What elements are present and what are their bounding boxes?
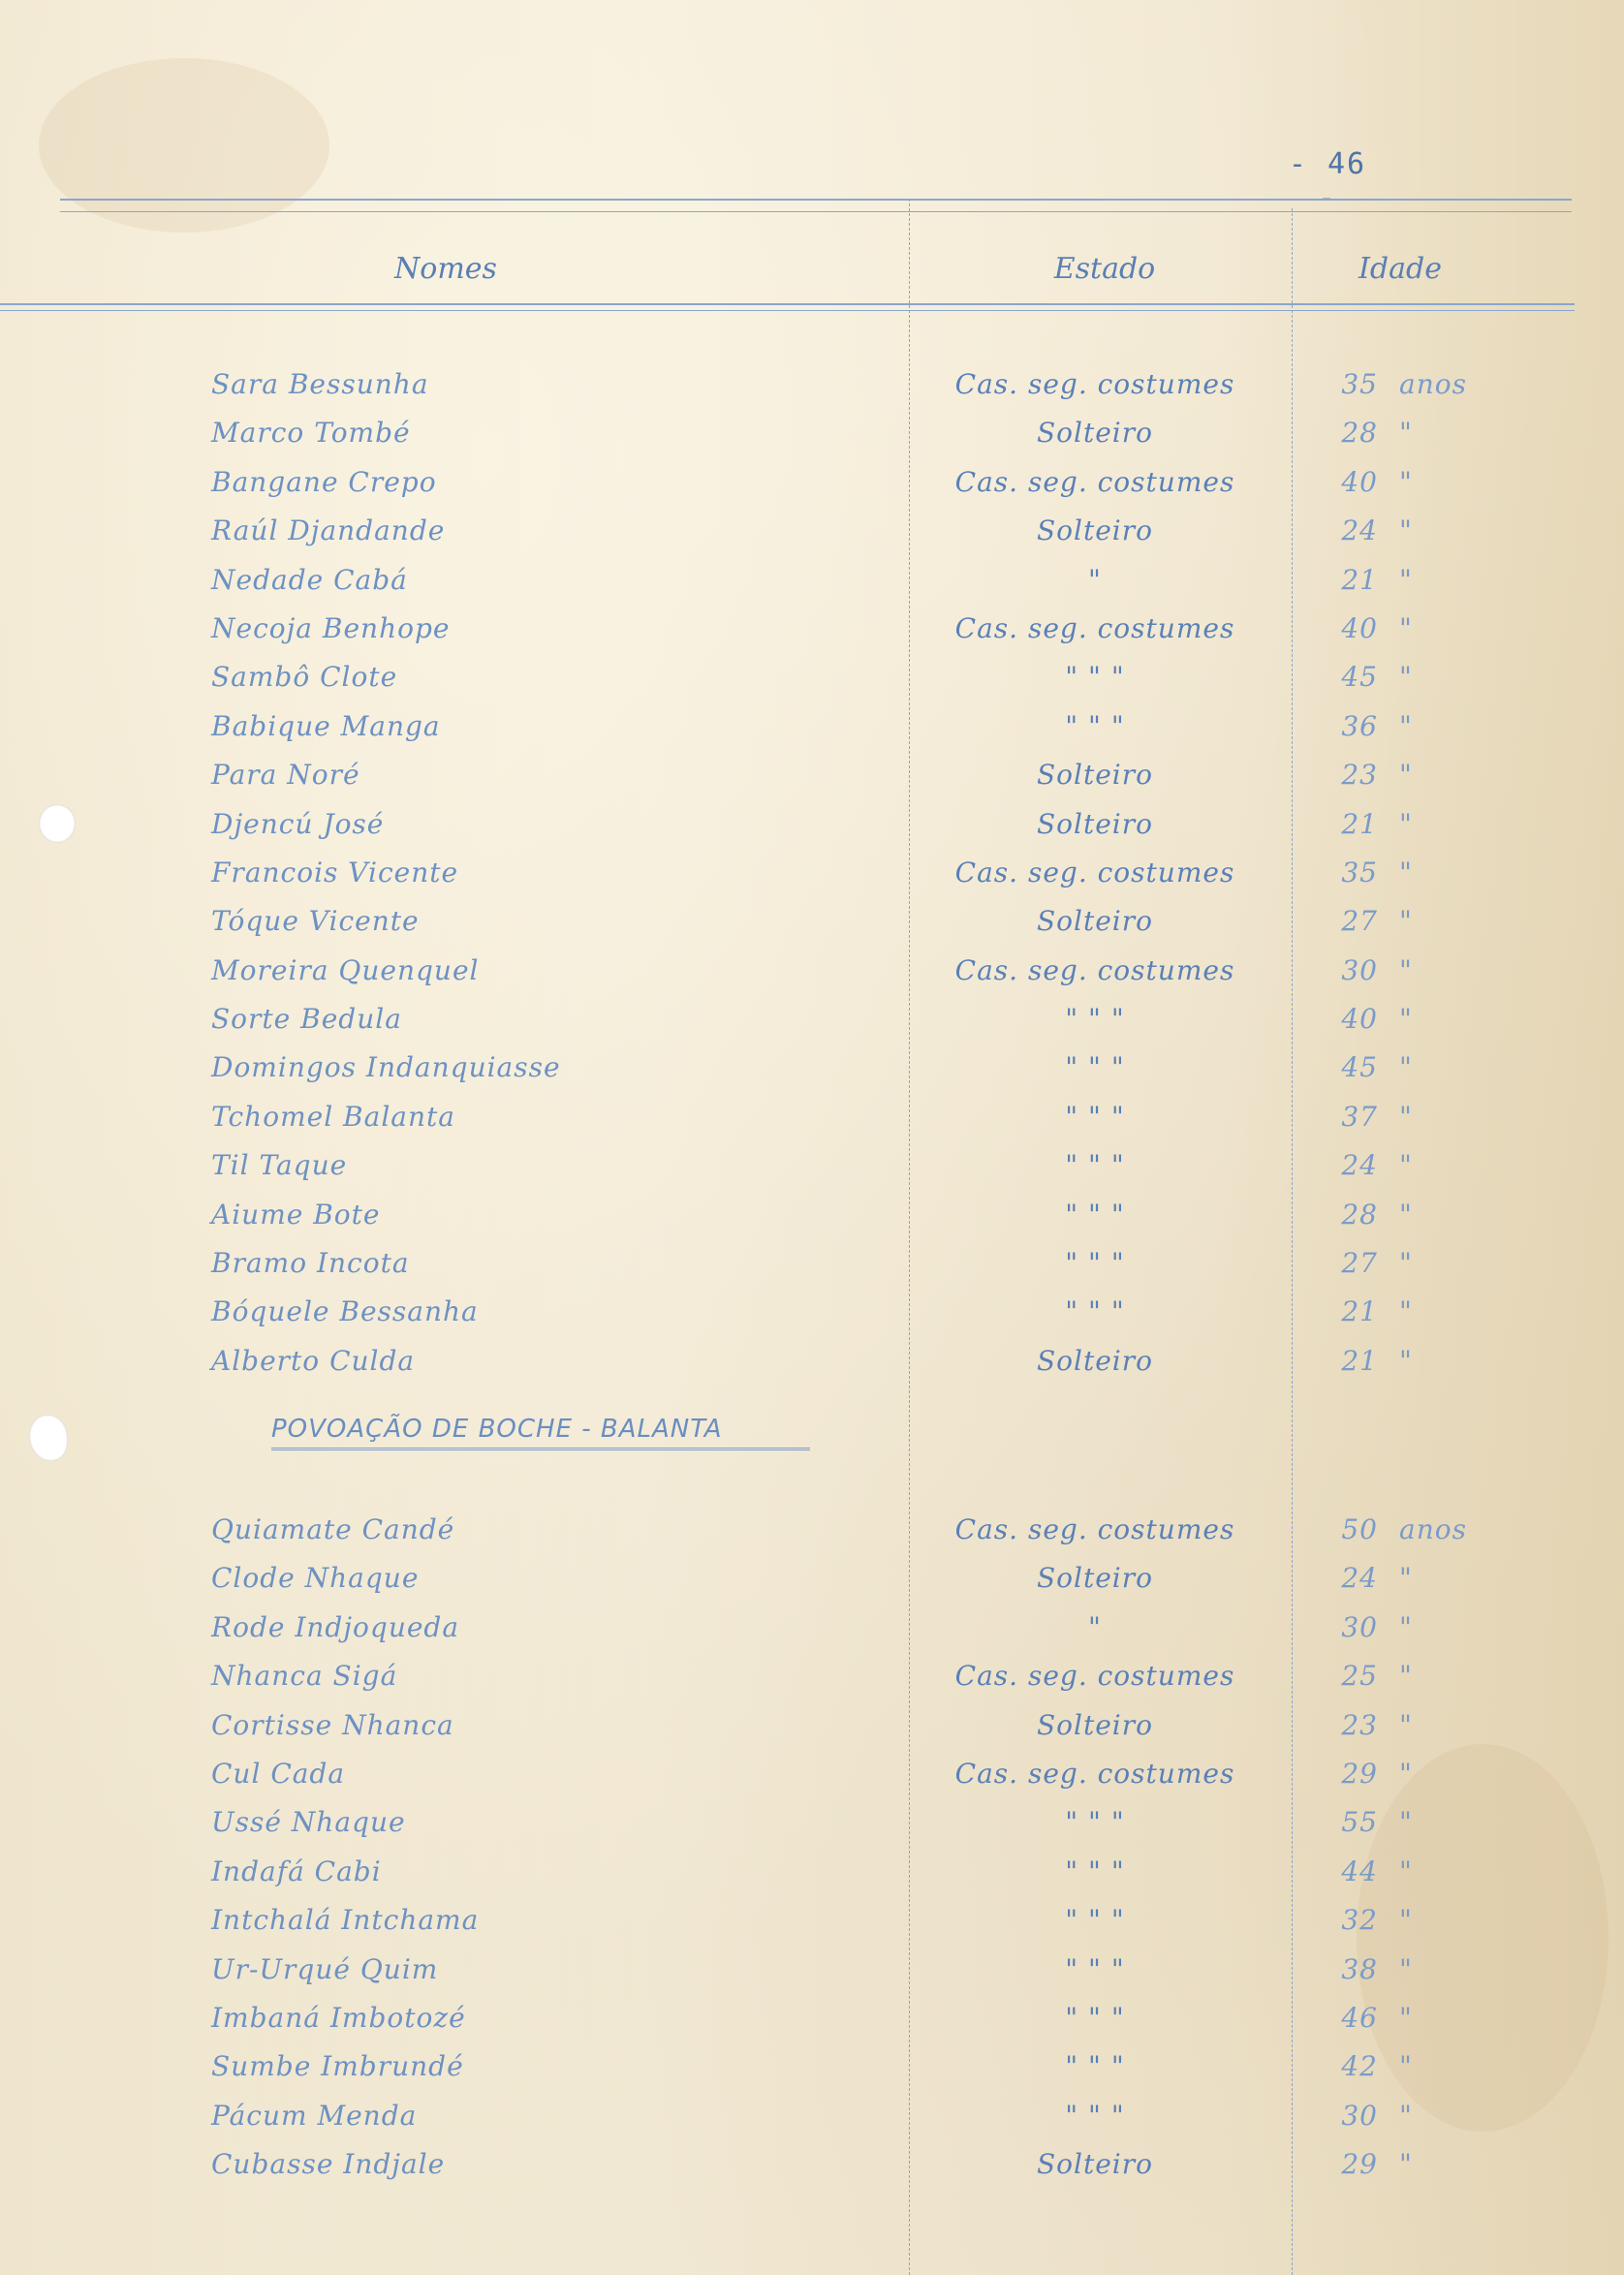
row-idade-value: 29 <box>1341 1757 1378 1790</box>
row-estado: " " " <box>1065 661 1125 694</box>
row-idade-value: 24 <box>1341 1149 1378 1182</box>
row-nome: Aiume Bote <box>211 1198 381 1231</box>
row-idade-value: 42 <box>1341 2050 1378 2083</box>
row-idade <box>1318 849 1521 897</box>
row-nome: Nedade Cabá <box>211 563 408 596</box>
row-nome: Bramo Incota <box>211 1247 410 1280</box>
row-estado: " " " <box>1065 1952 1125 1985</box>
row-estado: " " " <box>1065 1247 1125 1280</box>
row-estado: Solteiro <box>1036 417 1153 450</box>
row-estado: Solteiro <box>1036 514 1153 547</box>
table-row <box>0 605 1624 653</box>
register-list-2 <box>0 1506 1624 2189</box>
table-row <box>0 1093 1624 1141</box>
row-idade <box>1318 556 1521 605</box>
row-estado: Solteiro <box>1036 1562 1153 1595</box>
table-row <box>0 1191 1624 1239</box>
row-idade <box>1318 2092 1521 2140</box>
table-row <box>0 458 1624 507</box>
row-idade-unit: " <box>1399 1904 1413 1937</box>
row-idade-unit: " <box>1399 1806 1413 1839</box>
row-idade-unit: " <box>1399 465 1413 498</box>
row-idade <box>1318 1994 1521 2042</box>
row-idade <box>1318 605 1521 653</box>
table-row <box>0 849 1624 897</box>
row-nome: Cortisse Nhanca <box>211 1708 454 1741</box>
row-idade <box>1318 1946 1521 1994</box>
row-idade-unit: " <box>1399 417 1413 450</box>
row-idade-unit: " <box>1399 1344 1413 1377</box>
row-nome: Tóque Vicente <box>211 905 420 938</box>
row-idade <box>1318 507 1521 555</box>
table-row <box>0 1337 1624 1386</box>
row-idade-value: 55 <box>1341 1806 1378 1839</box>
row-idade <box>1318 897 1521 946</box>
row-idade-value: 40 <box>1341 1003 1378 1036</box>
row-idade <box>1318 1337 1521 1386</box>
table-row <box>0 556 1624 605</box>
row-idade-value: 24 <box>1341 514 1378 547</box>
row-idade-unit: " <box>1399 1757 1413 1790</box>
row-idade-value: 30 <box>1341 2099 1378 2132</box>
row-nome: Bóquele Bessanha <box>211 1295 479 1328</box>
row-nome: Sambô Clote <box>211 661 398 694</box>
row-idade-value: 35 <box>1341 856 1378 888</box>
row-estado: Cas. seg. costumes <box>954 1513 1235 1545</box>
row-idade <box>1318 1044 1521 1092</box>
row-idade <box>1318 2042 1521 2091</box>
section-title-underline <box>271 1448 810 1450</box>
row-estado: Cas. seg. costumes <box>954 368 1235 400</box>
table-row <box>0 1044 1624 1092</box>
row-idade-unit: " <box>1399 2099 1413 2132</box>
row-idade-value: 23 <box>1341 759 1378 792</box>
row-estado: Solteiro <box>1036 759 1153 792</box>
table-row <box>0 1554 1624 1603</box>
table-row <box>0 1652 1624 1700</box>
table-row <box>0 653 1624 701</box>
table-row <box>0 1701 1624 1750</box>
row-idade-unit: " <box>1399 1854 1413 1887</box>
row-nome: Indafá Cabi <box>211 1854 382 1887</box>
header-bottom-rule-thin <box>0 310 1575 311</box>
table-row <box>0 751 1624 799</box>
table-row <box>0 2092 1624 2140</box>
row-idade-unit: " <box>1399 759 1413 792</box>
table-row <box>0 1750 1624 1798</box>
row-estado: Cas. seg. costumes <box>954 465 1235 498</box>
row-idade <box>1318 653 1521 701</box>
row-nome: Necoja Benhope <box>211 611 451 644</box>
table-top-rule <box>60 199 1572 201</box>
table-row <box>0 360 1624 409</box>
row-nome: Sara Bessunha <box>211 368 429 400</box>
row-nome: Quiamate Candé <box>211 1513 455 1545</box>
row-idade-value: 25 <box>1341 1660 1378 1693</box>
row-idade <box>1318 1141 1521 1190</box>
row-idade <box>1318 1652 1521 1700</box>
row-nome: Til Taque <box>211 1149 348 1182</box>
row-idade-unit: " <box>1399 2148 1413 2181</box>
paper-stain <box>39 58 329 233</box>
table-row <box>0 1288 1624 1336</box>
row-nome: Pácum Menda <box>211 2099 418 2132</box>
row-estado: Solteiro <box>1036 1344 1153 1377</box>
row-estado: " <box>1088 1610 1102 1643</box>
row-idade-value: 37 <box>1341 1100 1378 1133</box>
table-row <box>0 702 1624 751</box>
row-idade-unit: " <box>1399 1003 1413 1036</box>
table-row <box>0 1141 1624 1190</box>
row-idade-value: 40 <box>1341 611 1378 644</box>
row-idade-unit: " <box>1399 807 1413 840</box>
header-nomes: Nomes <box>394 252 497 286</box>
table-row <box>0 2140 1624 2189</box>
row-idade <box>1318 1701 1521 1750</box>
row-nome: Clode Nhaque <box>211 1562 420 1595</box>
row-idade-unit: " <box>1399 1149 1413 1182</box>
table-row <box>0 1994 1624 2042</box>
row-idade-value: 45 <box>1341 1051 1378 1084</box>
row-idade-unit: " <box>1399 2001 1413 2034</box>
row-estado: " " " <box>1065 1149 1125 1182</box>
row-nome: Nhanca Sigá <box>211 1660 398 1693</box>
row-nome: Imbaná Imbotozé <box>211 2001 466 2034</box>
row-idade-unit: " <box>1399 1562 1413 1595</box>
table-row <box>0 1896 1624 1945</box>
row-estado: " " " <box>1065 1854 1125 1887</box>
table-row <box>0 507 1624 555</box>
page-number: - 46 - <box>1288 147 1367 215</box>
row-estado: " " " <box>1065 2050 1125 2083</box>
row-nome: Djencú José <box>211 807 385 840</box>
row-idade-value: 44 <box>1341 1854 1378 1887</box>
row-estado: Cas. seg. costumes <box>954 1757 1235 1790</box>
row-estado: " " " <box>1065 1198 1125 1231</box>
row-idade-unit: " <box>1399 953 1413 986</box>
row-idade-value: 35 <box>1341 368 1378 400</box>
row-nome: Ur-Urqué Quim <box>211 1952 439 1985</box>
row-idade-value: 27 <box>1341 905 1378 938</box>
row-idade <box>1318 2140 1521 2189</box>
row-idade-value: 21 <box>1341 807 1378 840</box>
row-idade-value: 28 <box>1341 1198 1378 1231</box>
row-idade-value: 30 <box>1341 953 1378 986</box>
row-idade-value: 40 <box>1341 465 1378 498</box>
row-idade <box>1318 995 1521 1044</box>
row-idade-value: 46 <box>1341 2001 1378 2034</box>
row-idade <box>1318 1848 1521 1896</box>
row-idade-unit: " <box>1399 2050 1413 2083</box>
row-nome: Sorte Bedula <box>211 1003 402 1036</box>
header-idade: Idade <box>1359 252 1442 286</box>
row-nome: Sumbe Imbrundé <box>211 2050 464 2083</box>
row-idade-unit: " <box>1399 1952 1413 1985</box>
row-idade-unit: anos <box>1399 1513 1467 1545</box>
row-idade <box>1318 1896 1521 1945</box>
table-row <box>0 1506 1624 1554</box>
row-nome: Moreira Quenquel <box>211 953 480 986</box>
row-idade <box>1318 409 1521 457</box>
row-idade-unit: " <box>1399 1198 1413 1231</box>
table-row <box>0 1848 1624 1896</box>
row-estado: Solteiro <box>1036 807 1153 840</box>
row-idade <box>1318 1506 1521 1554</box>
table-row <box>0 2042 1624 2091</box>
row-nome: Intchalá Intchama <box>211 1904 480 1937</box>
row-idade <box>1318 1750 1521 1798</box>
table-top-rule-thin <box>60 211 1572 212</box>
row-idade-value: 45 <box>1341 661 1378 694</box>
row-idade-unit: " <box>1399 905 1413 938</box>
row-idade-unit: " <box>1399 1610 1413 1643</box>
row-estado: " " " <box>1065 2099 1125 2132</box>
row-idade <box>1318 458 1521 507</box>
table-row <box>0 409 1624 457</box>
row-idade-value: 36 <box>1341 709 1378 742</box>
row-nome: Tchomel Balanta <box>211 1100 455 1133</box>
row-idade-value: 50 <box>1341 1513 1378 1545</box>
row-idade-value: 32 <box>1341 1904 1378 1937</box>
row-estado: " " " <box>1065 2001 1125 2034</box>
row-estado: " " " <box>1065 1100 1125 1133</box>
row-idade-unit: " <box>1399 1247 1413 1280</box>
table-row <box>0 800 1624 849</box>
row-nome: Rode Indjoqueda <box>211 1610 460 1643</box>
row-idade-unit: " <box>1399 514 1413 547</box>
row-idade-unit: " <box>1399 1100 1413 1133</box>
row-idade-value: 21 <box>1341 1344 1378 1377</box>
row-estado: " " " <box>1065 1295 1125 1328</box>
row-idade-unit: " <box>1399 1051 1413 1084</box>
row-estado: " " " <box>1065 1806 1125 1839</box>
row-nome: Marco Tombé <box>211 417 411 450</box>
row-idade-unit: " <box>1399 1660 1413 1693</box>
table-row <box>0 897 1624 946</box>
row-idade <box>1318 1554 1521 1603</box>
row-nome: Bangane Crepo <box>211 465 437 498</box>
row-nome: Babique Manga <box>211 709 441 742</box>
row-nome: Alberto Culda <box>211 1344 416 1377</box>
row-idade-unit: " <box>1399 1708 1413 1741</box>
row-estado: Cas. seg. costumes <box>954 856 1235 888</box>
row-idade <box>1318 1798 1521 1847</box>
row-idade-value: 28 <box>1341 417 1378 450</box>
row-idade-value: 24 <box>1341 1562 1378 1595</box>
row-nome: Cul Cada <box>211 1757 346 1790</box>
row-estado: Cas. seg. costumes <box>954 1660 1235 1693</box>
row-idade-unit: " <box>1399 661 1413 694</box>
row-estado: " " " <box>1065 709 1125 742</box>
table-row <box>0 1604 1624 1652</box>
row-idade <box>1318 1288 1521 1336</box>
row-idade-unit: anos <box>1399 368 1467 400</box>
register-list-1 <box>0 360 1624 1386</box>
header-estado: Estado <box>1053 252 1156 286</box>
row-idade-value: 29 <box>1341 2148 1378 2181</box>
row-nome: Francois Vicente <box>211 856 459 888</box>
row-idade-value: 21 <box>1341 563 1378 596</box>
row-idade-unit: " <box>1399 563 1413 596</box>
row-idade <box>1318 1093 1521 1141</box>
row-estado: Cas. seg. costumes <box>954 953 1235 986</box>
row-estado: " <box>1088 563 1102 596</box>
row-idade <box>1318 1191 1521 1239</box>
row-estado: " " " <box>1065 1904 1125 1937</box>
row-idade-unit: " <box>1399 856 1413 888</box>
row-idade-value: 23 <box>1341 1708 1378 1741</box>
row-idade <box>1318 1239 1521 1288</box>
row-estado: " " " <box>1065 1003 1125 1036</box>
row-nome: Raúl Djandande <box>211 514 446 547</box>
row-idade-value: 30 <box>1341 1610 1378 1643</box>
table-row <box>0 1239 1624 1288</box>
row-idade <box>1318 751 1521 799</box>
row-idade <box>1318 360 1521 409</box>
row-idade <box>1318 947 1521 995</box>
punch-hole <box>29 1415 68 1461</box>
row-idade <box>1318 702 1521 751</box>
row-idade <box>1318 800 1521 849</box>
row-estado: Cas. seg. costumes <box>954 611 1235 644</box>
row-estado: " " " <box>1065 1051 1125 1084</box>
row-nome: Ussé Nhaque <box>211 1806 406 1839</box>
row-nome: Para Noré <box>211 759 360 792</box>
row-idade-value: 27 <box>1341 1247 1378 1280</box>
row-idade <box>1318 1604 1521 1652</box>
table-row <box>0 995 1624 1044</box>
header-bottom-rule <box>0 303 1575 305</box>
row-nome: Cubasse Indjale <box>211 2148 446 2181</box>
row-idade-unit: " <box>1399 709 1413 742</box>
row-idade-value: 21 <box>1341 1295 1378 1328</box>
table-row <box>0 1946 1624 1994</box>
row-estado: Solteiro <box>1036 1708 1153 1741</box>
row-nome: Domingos Indanquiasse <box>211 1051 561 1084</box>
row-estado: Solteiro <box>1036 905 1153 938</box>
table-row <box>0 1798 1624 1847</box>
table-row <box>0 947 1624 995</box>
row-idade-value: 38 <box>1341 1952 1378 1985</box>
row-idade-unit: " <box>1399 611 1413 644</box>
section-title: POVOAÇÃO DE BOCHE - BALANTA <box>271 1415 723 1444</box>
row-estado: Solteiro <box>1036 2148 1153 2181</box>
row-idade-unit: " <box>1399 1295 1413 1328</box>
